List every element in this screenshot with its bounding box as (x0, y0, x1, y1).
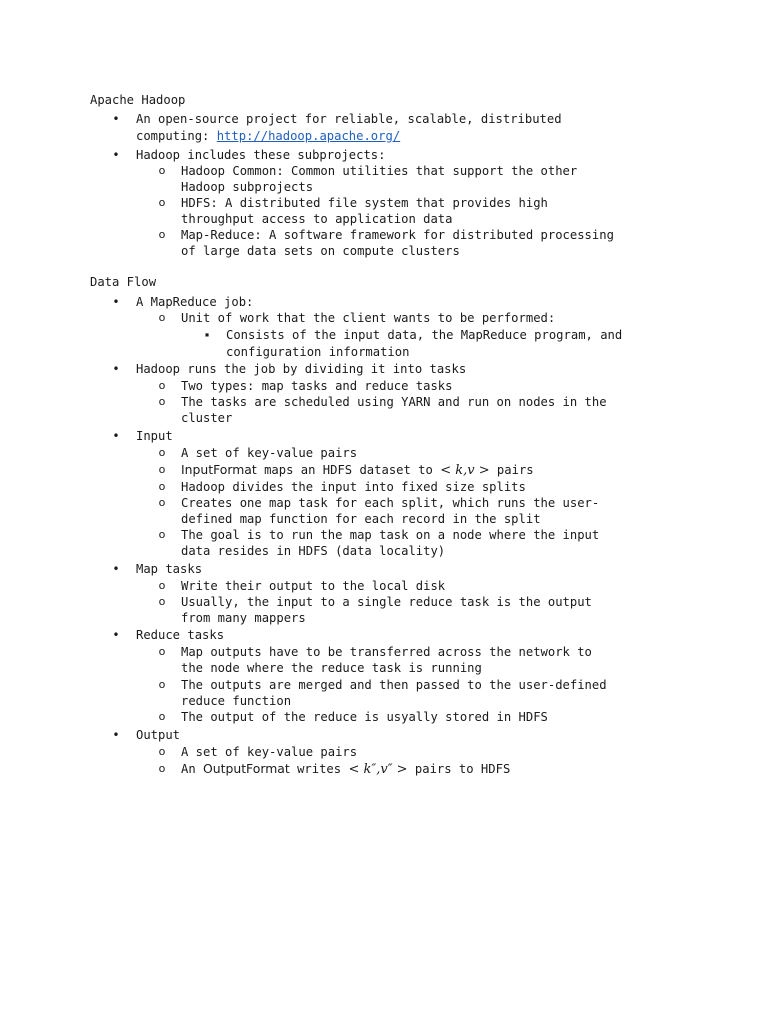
list-item-continued: throughput access to application data (181, 212, 453, 226)
math-kv: < k,v > (440, 463, 490, 478)
math-kv-prime: < k″,v″ > (348, 762, 408, 777)
list-item-continued: defined map function for each record in the split (181, 512, 541, 526)
sub-bullet: o (158, 379, 166, 392)
list-item: Usually, the input to a single reduce task is the output (181, 595, 592, 609)
list-item-continued: data resides in HDFS (data locality) (181, 544, 446, 558)
list-item: Reduce tasks (136, 628, 225, 642)
sub-bullet: o (158, 311, 166, 324)
list-item: Hadoop Common: Common utilities that support the other (181, 164, 578, 178)
list-item: Two types: map tasks and reduce tasks (181, 379, 453, 393)
heading-data-flow: Data Flow (90, 275, 157, 289)
list-item-continued: Hadoop subprojects (181, 180, 314, 194)
list-item: A MapReduce job: (136, 295, 254, 309)
sub-bullet: o (158, 228, 166, 241)
sub-bullet: o (158, 678, 166, 691)
sub-bullet: o (158, 762, 166, 775)
list-item: Hadoop runs the job by dividing it into tasks (136, 362, 467, 376)
list-item: HDFS: A distributed file system that provides high (181, 196, 548, 210)
sub-bullet: o (158, 579, 166, 592)
list-item: The outputs are merged and then passed to the user-defined (181, 678, 607, 692)
inputformat-code: InputFormat (181, 462, 257, 477)
list-item-continued: cluster (181, 411, 233, 425)
list-item: Map tasks (136, 562, 203, 576)
sub-bullet: o (158, 164, 166, 177)
sub-bullet: o (158, 528, 166, 541)
sub-bullet: o (158, 595, 166, 608)
bullet: • (112, 295, 120, 309)
list-item: Input (136, 429, 173, 443)
sub-bullet: o (158, 496, 166, 509)
list-item-outputformat: An OutputFormat writes < k″,v″ > pairs to HDFS (181, 761, 511, 777)
bullet: • (112, 728, 120, 742)
list-item: A set of key-value pairs (181, 745, 358, 759)
bullet: • (112, 112, 120, 126)
sub-bullet: o (158, 463, 166, 476)
sub-bullet: o (158, 710, 166, 723)
list-item-continued: configuration information (226, 345, 410, 359)
sub-bullet: o (158, 745, 166, 758)
list-item-continued: from many mappers (181, 611, 306, 625)
bullet: • (112, 628, 120, 642)
list-item: Unit of work that the client wants to be performed: (181, 311, 556, 325)
heading-apache-hadoop: Apache Hadoop (90, 93, 186, 107)
bullet: • (112, 562, 120, 576)
sub-bullet: o (158, 196, 166, 209)
list-item: A set of key-value pairs (181, 446, 358, 460)
list-item: Map outputs have to be transferred across the network to (181, 645, 592, 659)
list-item: Map-Reduce: A software framework for distributed processing (181, 228, 614, 242)
bullet: • (112, 148, 120, 162)
list-item-inputformat: InputFormat maps an HDFS dataset to < k,v > pairs (181, 462, 534, 478)
list-item: Consists of the input data, the MapReduce program, and (226, 328, 623, 342)
sub-bullet: o (158, 395, 166, 408)
list-item-continued: reduce function (181, 694, 292, 708)
bullet: • (112, 362, 120, 376)
outputformat-code: OutputFormat (203, 761, 290, 776)
list-item: Write their output to the local disk (181, 579, 446, 593)
list-item: Output (136, 728, 181, 742)
list-item: Hadoop divides the input into fixed size splits (181, 480, 526, 494)
list-item: The goal is to run the map task on a node where the input (181, 528, 600, 542)
list-item-continued: the node where the reduce task is running (181, 661, 482, 675)
list-item-continued: computing: http://hadoop.apache.org/ (136, 129, 401, 143)
list-item: Creates one map task for each split, which runs the user- (181, 496, 600, 510)
sub-bullet: o (158, 645, 166, 658)
hadoop-link[interactable]: http://hadoop.apache.org/ (216, 129, 401, 143)
bullet: • (112, 429, 120, 443)
list-item: The output of the reduce is usyally stored in HDFS (181, 710, 548, 724)
list-item: The tasks are scheduled using YARN and run on nodes in the (181, 395, 607, 409)
list-item: An open-source project for reliable, scalable, distributed (136, 112, 562, 126)
sub-bullet: o (158, 480, 166, 493)
list-item: Hadoop includes these subprojects: (136, 148, 386, 162)
list-item-continued: of large data sets on compute clusters (181, 244, 460, 258)
square-bullet: ▪ (204, 330, 210, 339)
sub-bullet: o (158, 446, 166, 459)
